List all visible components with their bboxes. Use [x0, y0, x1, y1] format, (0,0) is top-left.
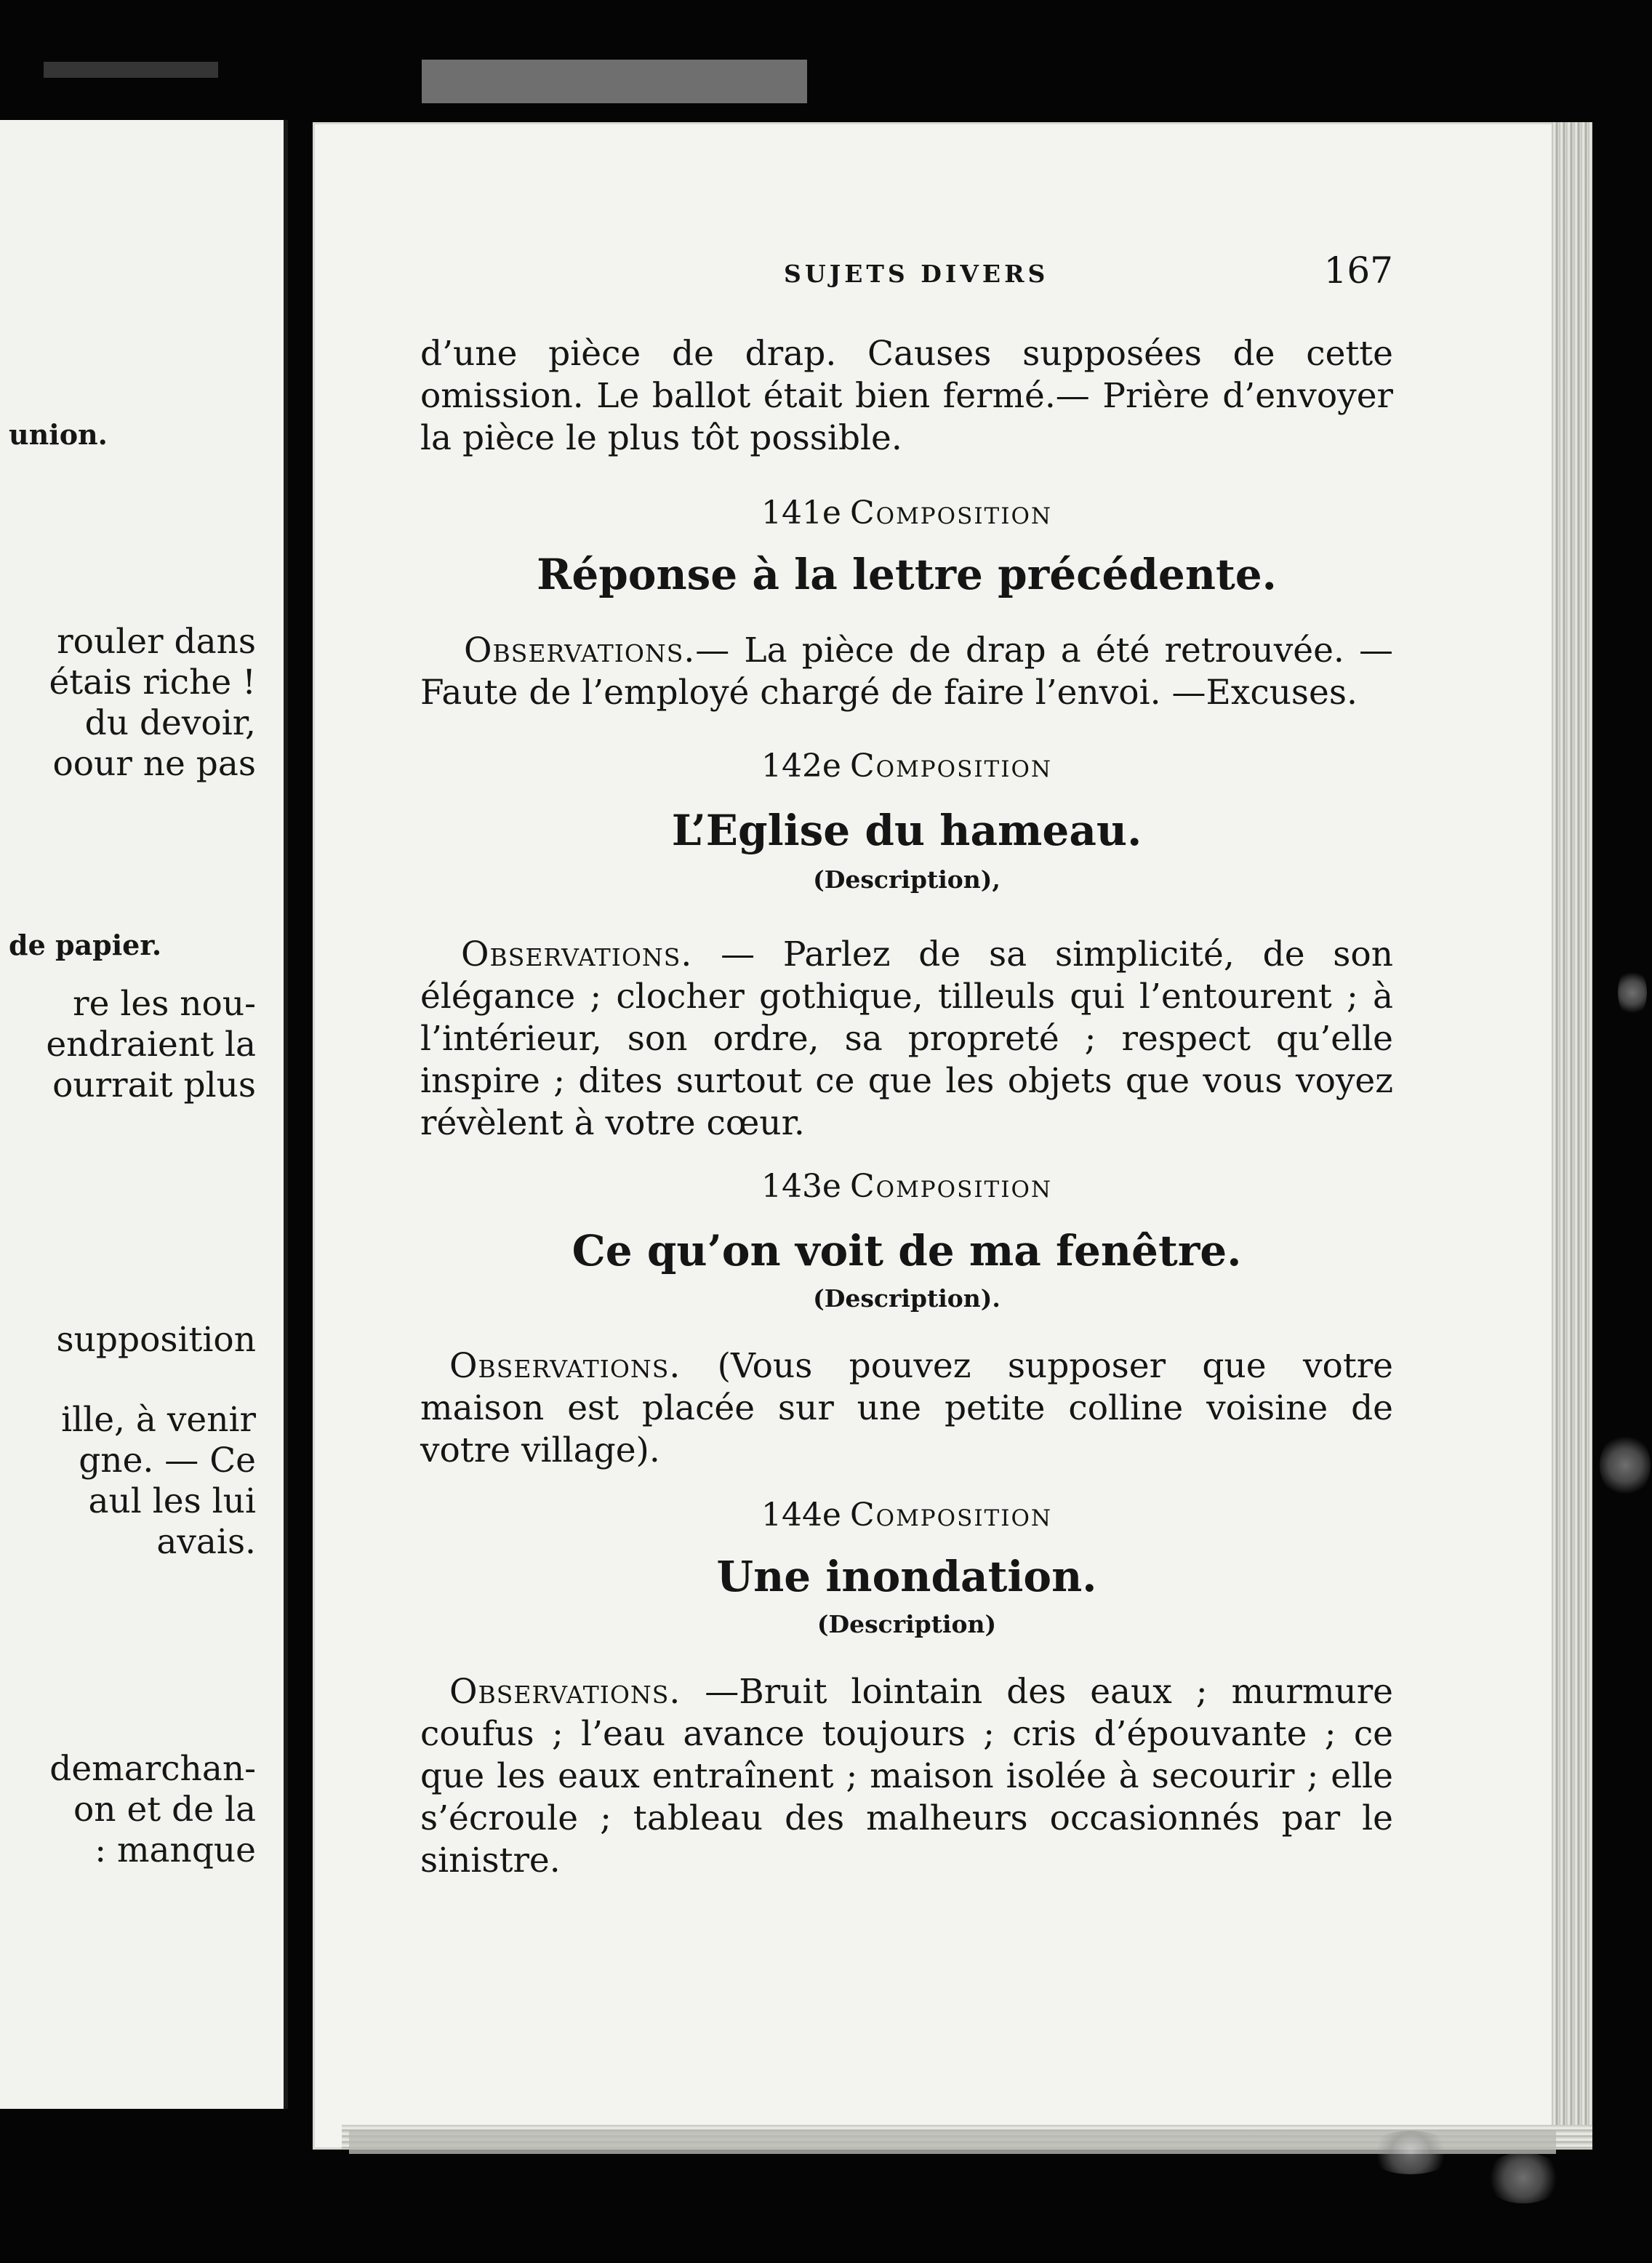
- book-page: [313, 122, 1592, 2150]
- left-page-line: re les nou-: [73, 984, 256, 1024]
- composition-number: 144e: [761, 1497, 841, 1534]
- composition-subtitle: (Description): [817, 1610, 997, 1638]
- composition-number: 143e: [761, 1168, 841, 1205]
- composition-title: Une inondation.: [716, 1552, 1097, 1601]
- composition-label: Composition: [849, 1168, 1053, 1205]
- scan-dust: [1483, 2152, 1563, 2203]
- observations-label: Observations.: [461, 934, 693, 974]
- left-page-line: rouler dans: [57, 622, 256, 662]
- scan-dust: [1618, 967, 1647, 1018]
- page-edge: [1552, 122, 1592, 2150]
- composition-heading: [420, 494, 1393, 532]
- composition-label: Composition: [849, 1497, 1053, 1534]
- composition-heading: [420, 1168, 1393, 1205]
- scan-artifact: [422, 60, 807, 103]
- observations-label: Observations.: [464, 630, 696, 670]
- composition-number: 141e: [761, 494, 841, 532]
- observations-text: (Vous pouvez supposer que votre maison est placée sur une petite colline voisine de votre village).: [420, 1346, 1393, 1470]
- running-title: SUJETS DIVERS: [784, 260, 1049, 288]
- observations-label: Observations.: [449, 1346, 681, 1386]
- left-page-line: on et de la: [73, 1790, 256, 1830]
- composition-heading: [420, 1497, 1393, 1534]
- scan-dust: [1367, 2131, 1454, 2174]
- left-page-line: : manque: [95, 1830, 256, 1870]
- composition-heading: [420, 748, 1393, 785]
- observations-paragraph: [420, 934, 1393, 1145]
- observations-paragraph: [420, 1345, 1393, 1472]
- left-page: [0, 120, 288, 2109]
- left-page-line: demarchan-: [49, 1749, 256, 1789]
- left-page-line: endraient la: [46, 1025, 256, 1065]
- left-page-line: oour ne pas: [52, 744, 256, 784]
- composition-label: Composition: [849, 748, 1053, 785]
- observations-text: — La pièce de drap a été retrouvée. — Faute de l’employé chargé de faire l’envoi. —Excuses.: [420, 630, 1393, 713]
- running-head: [420, 249, 1393, 293]
- left-page-line: aul les lui: [88, 1481, 256, 1521]
- left-page-line: du devoir,: [84, 703, 256, 743]
- left-page-line: supposition: [56, 1320, 256, 1360]
- left-page-line: étais riche !: [49, 662, 256, 702]
- opening-paragraph: d’une pièce de drap. Causes supposées de cette omission. Le ballot était bien fermé.— Prière d’envoyer la pièce le plus tôt possible.: [420, 334, 1393, 458]
- observations-paragraph: [420, 630, 1393, 714]
- composition-subtitle: (Description).: [813, 1284, 1001, 1313]
- observations-label: Observations.: [449, 1672, 681, 1712]
- left-page-line: avais.: [156, 1522, 256, 1562]
- observations-text: — Parlez de sa simplicité, de son élégance ; clocher gothique, tilleuls qui l’entourent ; à l’intérieur, son ordre, sa propreté ; respect qu’elle inspire ; dites surtout ce que les objets que vous voyez révèlent à votre cœur.: [420, 934, 1393, 1143]
- left-page-line: union.: [9, 418, 108, 451]
- composition-label: Composition: [849, 494, 1053, 532]
- composition-title: Réponse à la lettre précédente.: [537, 550, 1277, 599]
- observations-text: —Bruit lointain des eaux ; murmure coufus ; l’eau avance toujours ; cris d’épouvante ; ce que les eaux entraînent ; maison isolée à secourir ; elle s’écroule ; tableau des malheurs occasionnés par le sinistre.: [420, 1672, 1393, 1881]
- left-page-line: gne. — Ce: [79, 1441, 256, 1481]
- page-number: 167: [1323, 249, 1393, 292]
- scan-dust: [1600, 1433, 1651, 1498]
- composition-number: 142e: [761, 748, 841, 785]
- composition-subtitle: (Description),: [813, 865, 1001, 894]
- composition-title: Ce qu’on voit de ma fenêtre.: [572, 1226, 1242, 1275]
- left-page-line: ourrait plus: [52, 1065, 256, 1105]
- left-page-line: ille, à venir: [61, 1400, 256, 1440]
- observations-paragraph: [420, 1671, 1393, 1882]
- scan-artifact: [44, 62, 218, 78]
- left-page-line: de papier.: [9, 929, 162, 961]
- composition-title: L’Eglise du hameau.: [671, 806, 1142, 855]
